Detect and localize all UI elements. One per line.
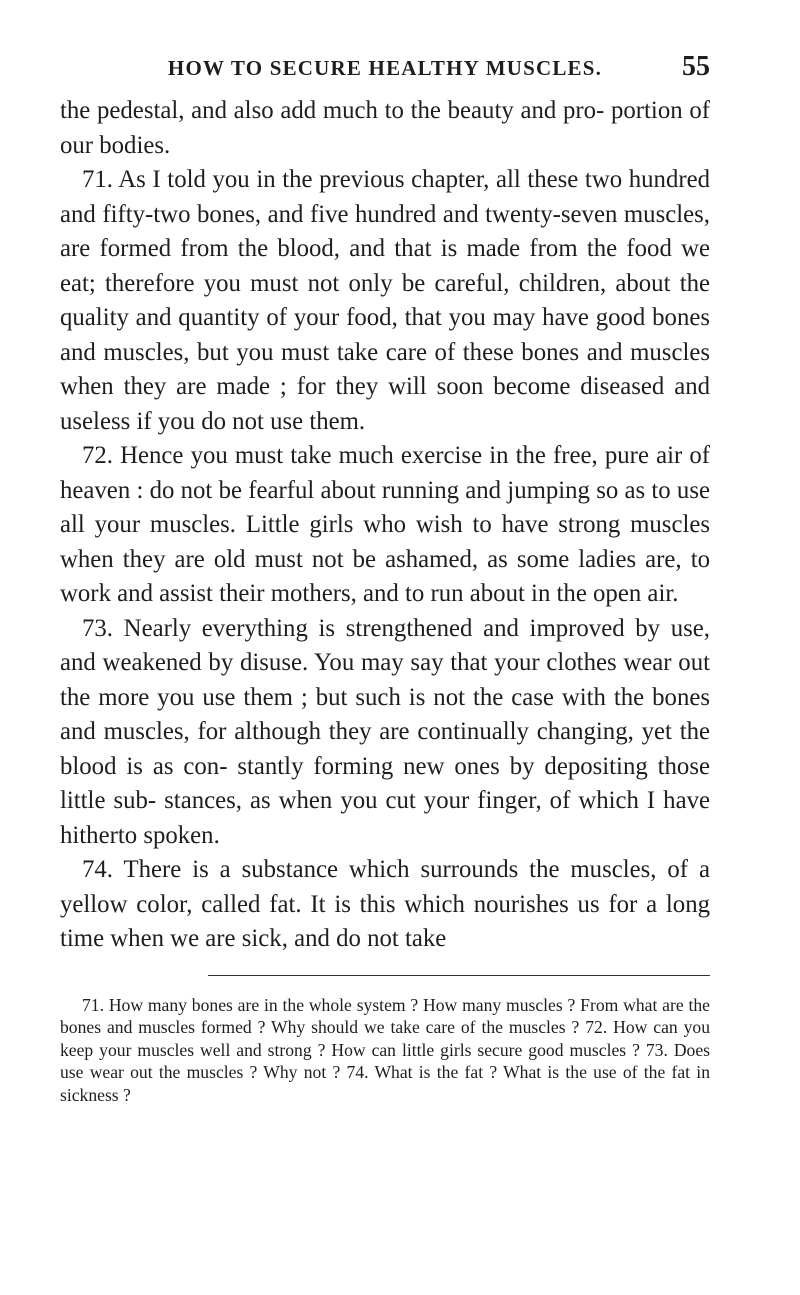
footnote-divider bbox=[208, 975, 710, 976]
paragraph-71: 71. As I told you in the previous chapter, all these two hundred and fifty-two bones, and five hundred and twenty-seven muscles, are formed from the blood, and that is made from the food we eat; therefore you must not only be careful, children, about the quality and quantity of your food, that you may have good bones and muscles, but you must take care of these bones and muscles when they are made ; for they will soon become diseased and useless if you do not use them. bbox=[60, 166, 710, 435]
body-text bbox=[60, 94, 710, 957]
running-head bbox=[60, 52, 710, 84]
page-number: 55 bbox=[682, 51, 710, 82]
paragraph-continuation: the pedestal, and also add much to the beauty and pro- portion of our bodies. bbox=[60, 97, 710, 159]
paragraph-72: 72. Hence you must take much exercise in the free, pure air of heaven : do not be fearful about running and jumping so as to use all your muscles. Little girls who wish to have strong muscles when they are old must not be ashamed, as some ladies are, to work and assist their mothers, and to run about in the open air. bbox=[60, 442, 710, 607]
study-questions-footnote: 71. How many bones are in the whole system ? How many muscles ? From what are the bones and muscles formed ? Why should we take care of the muscles ? 72. How can you keep your muscles well and strong ? How can little girls secure good muscles ? 73. Does use wear out the muscles ? Why not ? 74. What is the fat ? What is the use of the fat in sickness ? bbox=[60, 994, 710, 1105]
paragraph-73: 73. Nearly everything is strengthened and improved by use, and weakened by disuse. You may say that your clothes wear out the more you use them ; but such is not the case with the bones and muscles, for although they are continually changing, yet the blood is as con- stantly forming new ones by depositing those little sub- stances, as when you cut your finger, of which I have hitherto spoken. bbox=[60, 614, 710, 849]
running-title: HOW TO SECURE HEALTHY MUSCLES. bbox=[167, 56, 603, 80]
book-page bbox=[60, 52, 710, 1252]
paragraph-74: 74. There is a substance which surrounds the muscles, of a yellow color, called fat. It is this which nourishes us for a long time when we are sick, and do not take bbox=[60, 856, 710, 952]
